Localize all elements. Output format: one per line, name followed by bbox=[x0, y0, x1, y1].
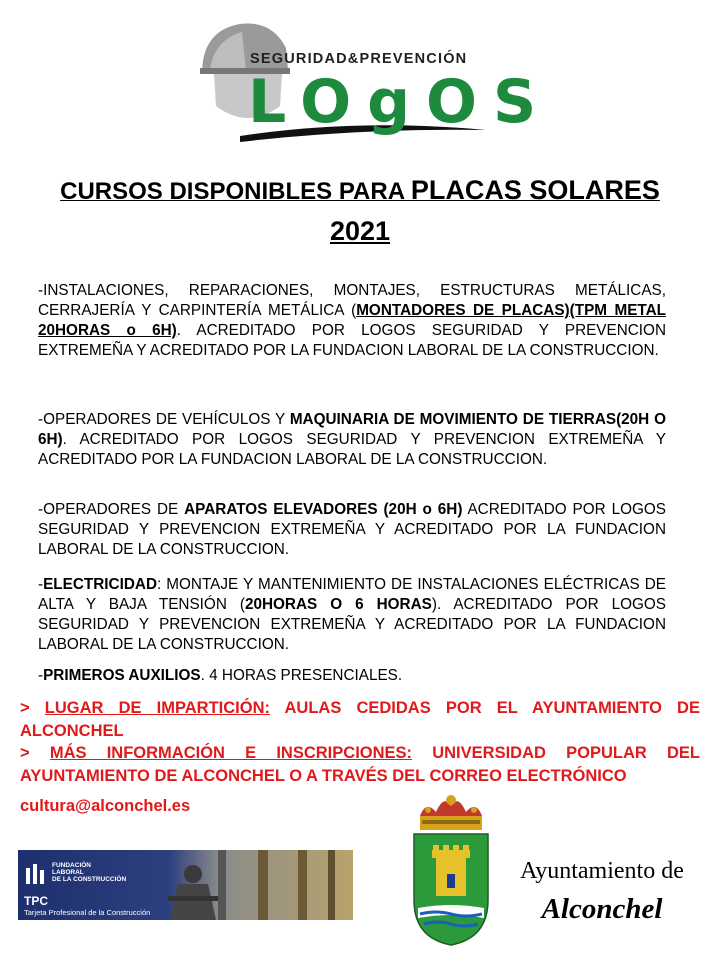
title-year: 2021 bbox=[329, 216, 391, 246]
course-item-electricidad bbox=[38, 575, 666, 655]
course-highlight: MAQUINARIA DE MOVIMIENTO DE TIERRAS(20H O 6H) bbox=[38, 411, 666, 448]
course-text: -OPERADORES DE bbox=[38, 501, 185, 518]
page-title bbox=[20, 172, 700, 249]
tpc-banner bbox=[18, 850, 353, 920]
course-highlight: PRIMEROS AUXILIOS bbox=[43, 667, 201, 684]
info-more-label: MÁS INFORMACIÓN E INSCRIPCIONES: bbox=[49, 744, 413, 762]
course-highlight: APARATOS ELEVADORES (20H o 6H) bbox=[184, 501, 463, 518]
course-highlight: ELECTRICIDAD bbox=[43, 576, 157, 593]
course-text: - bbox=[38, 667, 44, 684]
arrow-icon: > bbox=[20, 699, 30, 717]
course-text: -INSTALACIONES, REPARACIONES, MONTAJES, ESTRUCTURAS METÁLICAS, CERRAJERÍA Y CARPINTERÍA METÁLICA ( bbox=[38, 282, 666, 319]
arrow-icon: > bbox=[20, 744, 30, 762]
logo-tagline: SEGURIDAD&PREVENCIÓN bbox=[250, 51, 468, 67]
tpc-org-line: LABORAL bbox=[52, 869, 84, 876]
course-item-placas bbox=[38, 281, 666, 361]
tpc-org-line: FUNDACIÓN bbox=[52, 862, 91, 869]
info-email[interactable] bbox=[20, 795, 700, 818]
info-more bbox=[20, 742, 700, 787]
title-part2: PLACAS SOLARES bbox=[410, 175, 660, 205]
course-highlight: 20HORAS O 6 HORAS bbox=[244, 596, 432, 613]
fundacion-icon bbox=[24, 862, 50, 888]
tpc-org-logo bbox=[24, 862, 50, 893]
tpc-org-line: DE LA CONSTRUCCIÓN bbox=[52, 876, 127, 883]
alconchel-coat-of-arms bbox=[406, 790, 496, 950]
course-item-maquinaria bbox=[38, 410, 666, 470]
course-text: . 4 HORAS PRESENCIALES. bbox=[200, 667, 403, 684]
course-item-auxilios bbox=[38, 666, 666, 686]
tpc-code: TPC bbox=[24, 894, 48, 908]
course-highlight: MONTADORES DE PLACAS)(TPM METAL 20HORAS o 6H) bbox=[38, 302, 666, 339]
info-place bbox=[20, 697, 700, 742]
ayuntamiento-label bbox=[497, 858, 707, 926]
tpc-caption: Tarjeta Profesional de la Construcción bbox=[24, 908, 151, 917]
course-text: -OPERADORES DE VEHÍCULOS Y bbox=[38, 411, 290, 428]
course-item-elevadores bbox=[38, 500, 666, 560]
logo-wordmark-text: LOgOS bbox=[248, 67, 553, 137]
ayuntamiento-line2: Alconchel bbox=[541, 893, 663, 925]
ayuntamiento-line1: Ayuntamiento de bbox=[520, 858, 684, 884]
title-part1: CURSOS DISPONIBLES PARA bbox=[60, 178, 411, 205]
course-text: . ACREDITADO POR LOGOS SEGURIDAD Y PREVENCION EXTREMEÑA Y ACREDITADO POR LA FUNDACION LABORAL DE LA CONSTRUCCION. bbox=[38, 322, 667, 359]
coat-of-arms-icon bbox=[406, 790, 496, 950]
course-text: - bbox=[38, 576, 44, 593]
info-more-text: UNIVERSIDAD POPULAR DEL AYUNTAMIENTO DE ALCONCHEL O A TRAVÉS DEL CORREO ELECTRÓNICO bbox=[20, 744, 700, 785]
logo-wordmark bbox=[200, 18, 553, 143]
course-text: : MONTAJE Y MANTENIMIENTO DE INSTALACIONES ELÉCTRICAS DE ALTA Y BAJA TENSIÓN ( bbox=[38, 576, 666, 613]
info-place-text: AULAS CEDIDAS POR EL AYUNTAMIENTO DE ALCONCHEL bbox=[20, 699, 700, 740]
email-link[interactable]: cultura@alconchel.es bbox=[20, 797, 191, 815]
info-place-label: LUGAR DE IMPARTICIÓN: bbox=[44, 699, 270, 717]
logos-logo bbox=[200, 18, 553, 143]
tpc-org-name bbox=[52, 862, 126, 883]
course-text: ACREDITADO POR LOGOS SEGURIDAD Y PREVENCION EXTREMEÑA Y ACREDITADO POR LA FUNDACION LABORAL DE LA CONSTRUCCION. bbox=[38, 501, 666, 558]
course-text: . ACREDITADO POR LOGOS SEGURIDAD Y PREVENCION EXTREMEÑA Y ACREDITADO POR LA FUNDACION LABORAL DE LA CONSTRUCCION. bbox=[38, 431, 666, 468]
course-text: ). ACREDITADO POR LOGOS SEGURIDAD Y PREVENCION EXTREMEÑA Y ACREDITADO POR LA FUNDACION LABORAL DE LA CONSTRUCCION. bbox=[38, 596, 667, 653]
